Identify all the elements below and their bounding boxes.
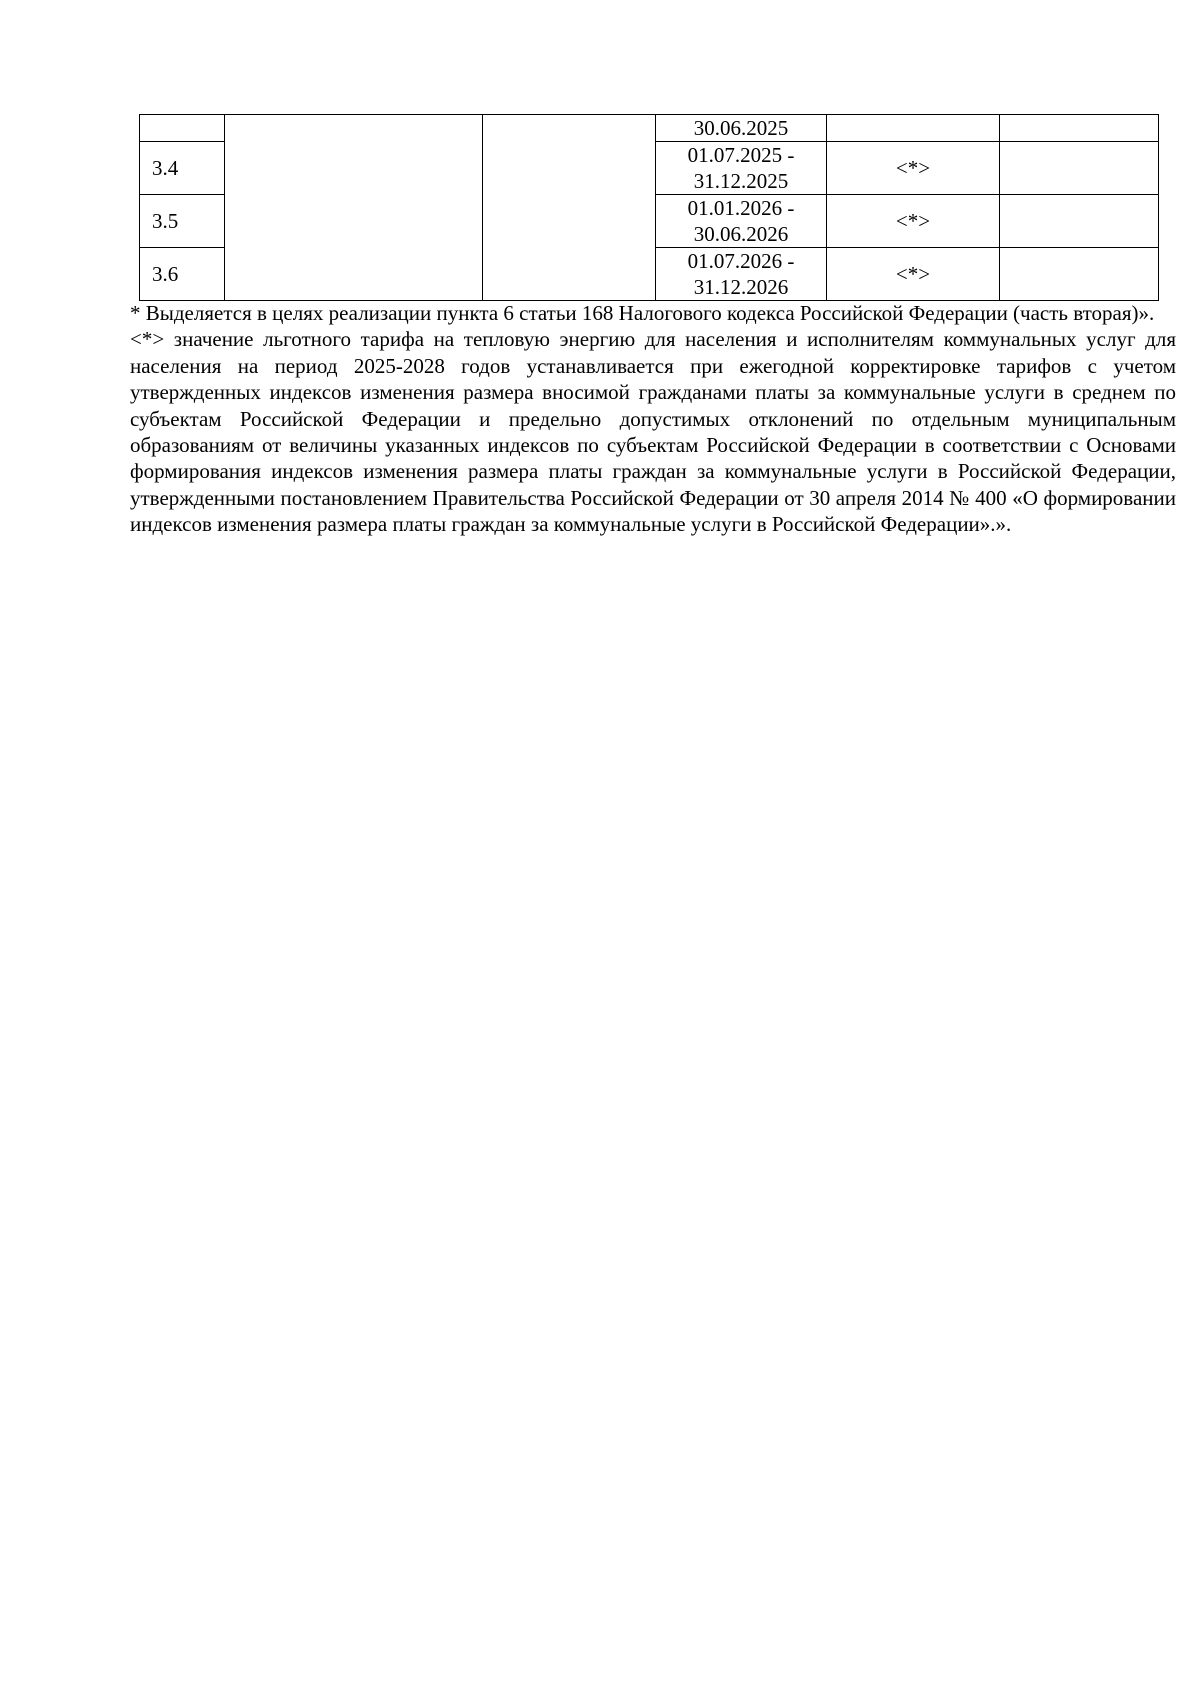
row-number: 3.6	[140, 248, 225, 301]
tariff-value-2-cell	[1000, 115, 1159, 142]
period-cell	[656, 195, 827, 248]
tariff-value: <*>	[827, 195, 1000, 248]
consumer-group-cell	[483, 115, 656, 301]
period-end: 31.12.2025	[693, 169, 789, 193]
tariff-value-cell	[827, 115, 1000, 142]
tariff-value: <*>	[827, 142, 1000, 195]
period-start: 01.01.2026 -	[687, 196, 795, 220]
footnote-star: * Выделяется в целях реализации пункта 6 статьи 168 Налогового кодекса Российской Федерации (часть вторая)».	[130, 301, 1155, 325]
tariff-value-2-cell	[1000, 142, 1159, 195]
period-start: 01.07.2026 -	[687, 249, 795, 273]
table-row-continuation	[140, 115, 1159, 142]
tariff-value-2-cell	[1000, 248, 1159, 301]
period-cell	[656, 248, 827, 301]
row-number-cell	[140, 115, 225, 142]
tariff-value: <*>	[827, 248, 1000, 301]
period-end: 31.12.2026	[693, 275, 789, 299]
period-start: 01.07.2025 -	[687, 143, 795, 167]
tariff-value-2-cell	[1000, 195, 1159, 248]
period-end: 30.06.2025	[693, 116, 789, 140]
row-number: 3.4	[140, 142, 225, 195]
organization-name-cell	[225, 115, 483, 301]
tariff-table	[139, 114, 1159, 301]
period-end: 30.06.2026	[693, 222, 789, 246]
row-number: 3.5	[140, 195, 225, 248]
period-cell	[656, 115, 827, 142]
period-cell	[656, 142, 827, 195]
footnotes	[130, 300, 1176, 538]
footnote-angle: <*> значение льготного тарифа на тепловую энергию для населения и исполнителям коммунальных услуг для населения на период 2025-2028 годов устанавливается при ежегодной корректировке тарифов с учетом утвержденных индексов изменения размера вносимой гражданами платы за коммунальные услуги в среднем по субъектам Российской Федерации и предельно допустимых отклонений по отдельным муниципальным образованиям от величины указанных индексов по субъектам Российской Федерации в соответствии с Основами формирования индексов изменения размера платы граждан за коммунальные услуги в Российской Федерации, утвержденными постановлением Правительства Российской Федерации от 30 апреля 2014 № 400 «О формировании индексов изменения размера платы граждан за коммунальные услуги в Российской Федерации».».	[130, 327, 1176, 537]
